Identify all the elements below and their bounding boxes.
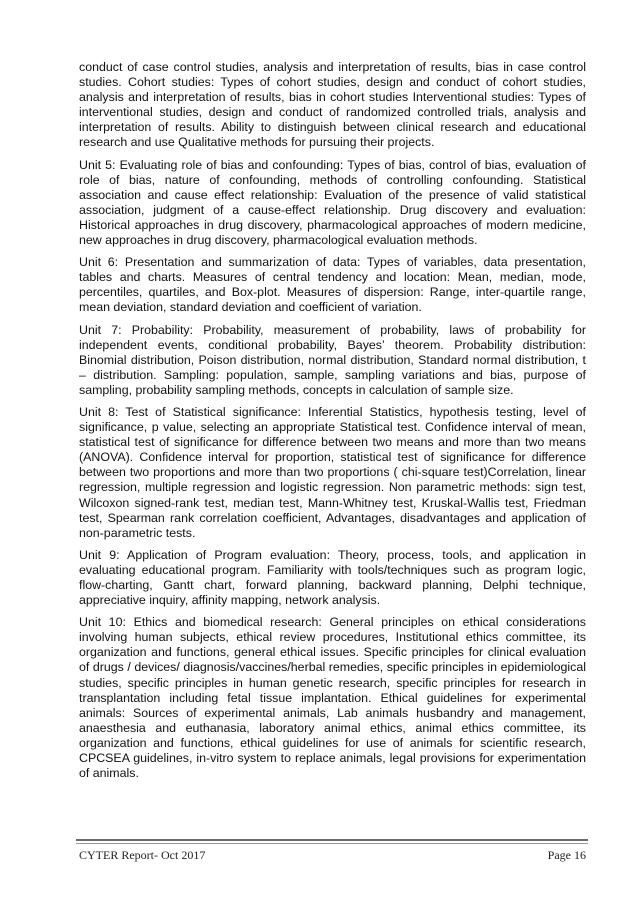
paragraph-unit-7: Unit 7: Probability: Probability, measurement of probability, laws of probability for independent events, conditional probability, Bayes’ theorem. Probability distribution: Binomial distribution, Poison distribution, normal distribution, Standard normal distribution, t – distribution. Sampling: population, sample, sampling variations and bias, purpose of sampling, probability sampling methods, concepts in calculation of sample size.	[79, 322, 586, 397]
footer-report-title: CYTER Report- Oct 2017	[79, 848, 206, 862]
footer-divider	[76, 839, 588, 841]
page-footer	[79, 848, 586, 863]
body-text	[79, 60, 586, 788]
footer-divider-thin	[76, 843, 588, 844]
paragraph-unit-9: Unit 9: Application of Program evaluation: Theory, process, tools, and application in evaluating educational program. Familiarity with tools/techniques such as program logic, flow-charting, Gantt chart, forward planning, backward planning, Delphi technique, appreciative inquiry, affinity mapping, network analysis.	[79, 547, 586, 608]
paragraph-unit-5: Unit 5: Evaluating role of bias and confounding: Types of bias, control of bias, evaluation of role of bias, nature of confounding, methods of controlling confounding. Statistical association and cause effect relationship: Evaluation of the presence of valid statistical association, judgment of a cause-effect relationship. Drug discovery and evaluation: Historical approaches in drug discovery, pharmacological approaches of modern medicine, new approaches in drug discovery, pharmacological evaluation methods.	[79, 157, 586, 248]
paragraph-unit-6: Unit 6: Presentation and summarization of data: Types of variables, data presentation, tables and charts. Measures of central tendency and location: Mean, median, mode, percentiles, quartiles, and Box-plot. Measures of dispersion: Range, inter-quartile range, mean deviation, standard deviation and coefficient of variation.	[79, 255, 586, 315]
paragraph-unit-8: Unit 8: Test of Statistical significance: Inferential Statistics, hypothesis testing, level of significance, p value, selecting an appropriate Statistical test. Confidence interval of mean, statistical test of significance for difference between two means and more than two means (ANOVA). Confidence interval for proportion, statistical test of significance for difference between two proportions and more than two proportions ( chi-square test)Correlation, linear regression, multiple regression and logistic regression. Non parametric methods: sign test, Wilcoxon signed-rank test, median test, Mann-Whitney test, Kruskal-Wallis test, Friedman test, Spearman rank correlation coefficient, Advantages, disadvantages and application of non-parametric tests.	[79, 404, 586, 540]
paragraph-continuation: conduct of case control studies, analysis and interpretation of results, bias in case control studies. Cohort studies: Types of cohort studies, design and conduct of cohort studies, analysis and interpretation of results, bias in cohort studies Interventional studies: Types of interventional studies, design and conduct of randomized controlled trials, analysis and interpretation of results. Ability to distinguish between clinical research and educational research and use Qualitative methods for pursuing their projects.	[79, 60, 586, 150]
paragraph-unit-10: Unit 10: Ethics and biomedical research: General principles on ethical considerations involving human subjects, ethical review procedures, Institutional ethics committee, its organization and functions, general ethical issues. Specific principles for clinical evaluation of drugs / devices/ diagnosis/vaccines/herbal remedies, specific principles in epidemiological studies, specific principles in human genetic research, specific principles for research in transplantation including fetal tissue implantation. Ethical guidelines for experimental animals: Sources of experimental animals, Lab animals husbandry and management, anaesthesia and euthanasia, laboratory animal ethics, animal ethics committee, its organization and functions, ethical guidelines for use of animals for scientific research, CPCSEA guidelines, in-vitro system to replace animals, legal provisions for experimentation of animals.	[79, 615, 586, 781]
footer-page-number: Page 16	[547, 848, 586, 862]
